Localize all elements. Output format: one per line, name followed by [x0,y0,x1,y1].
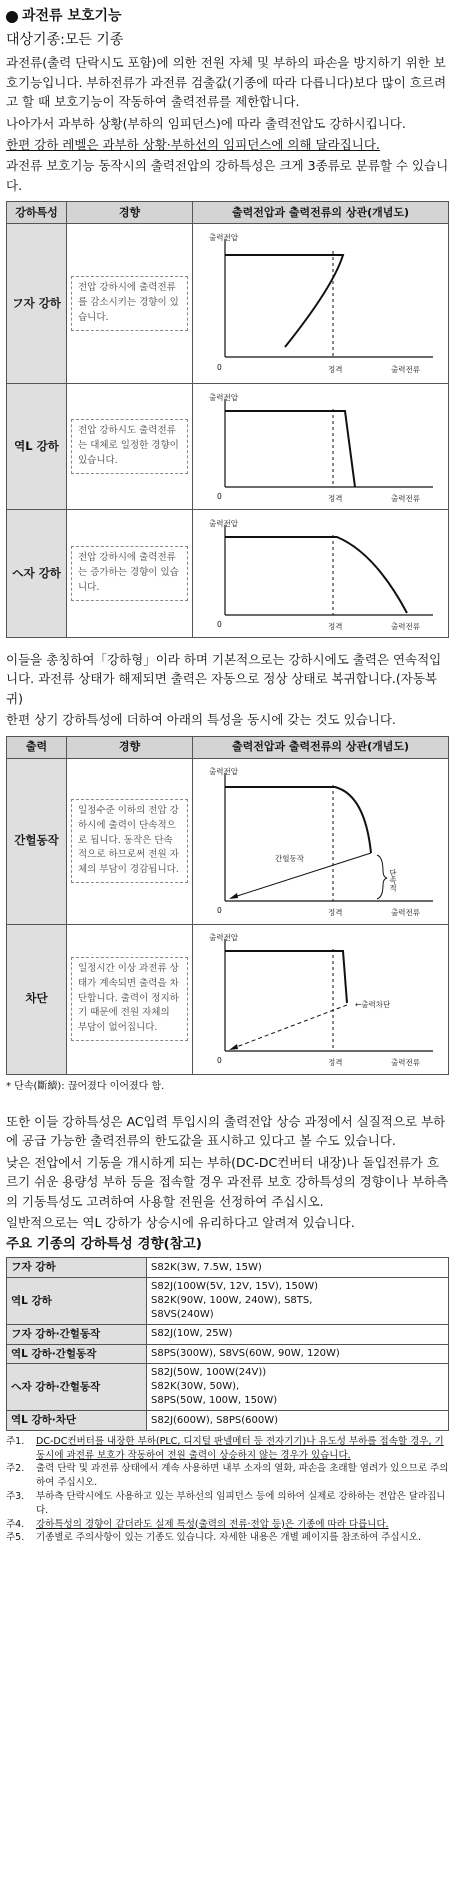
origin-label: 0 [217,362,222,372]
x-axis-label: 출력전류 [391,621,420,631]
cutoff-graph [195,927,445,1071]
model-list: S82K(90W, 100W, 240W), S8TS, [151,1294,313,1306]
table-row [7,758,449,924]
dansok-label: 단속적 [388,869,398,892]
x-axis-label: 출력전류 [391,493,420,503]
origin-label: 0 [217,906,222,915]
footnote-key: 주3. [6,1490,25,1502]
y-axis-label: 출력전압 [209,933,238,942]
row-description: 일정시간 이상 과전류 상태가 계속되면 출력을 차단합니다. 출력이 정지하기 때문에 전원 자체의 부담이 없어집니다. [71,957,188,1041]
rated-label: 정격 [328,621,343,631]
footnote-key: 주5. [6,1532,25,1544]
model-category: 역L 강하 [7,1277,147,1324]
after-paragraph-2: 낮은 전압에서 기동을 개시하게 되는 부하(DC-DC컨버터 내장)나 돌입전류가 흐르기 쉬운 용량성 부하 등을 접속할 경우 과전류 보호 강하특성의 경향이나 부하측의 기동특성도 고려하여 사용할 전원을 선정하여 주십시오. [6,1154,449,1209]
row-name: 차단 [7,924,67,1074]
col-header-graph: 출력전압과 출력전류의 상관(개념도) [193,736,449,758]
footnote-text: 부하측 단락시에도 사용하고 있는 부하선의 임피던스 등에 의하여 실제로 강하하는 전압은 달라집니다. [36,1490,446,1516]
row-name: フ자 강하 [7,224,67,384]
intermittent-graph [195,761,445,921]
model-list: S82K(30W, 50W), [151,1381,240,1393]
additional-characteristics-table [6,736,449,1075]
bullet-icon [6,11,18,23]
row-description: 전압 강하시에 출력전류를 감소시키는 경향이 있습니다. [71,276,188,330]
col-header-trend: 경향 [67,736,193,758]
intermittent-label: 간헐동작 [275,854,304,863]
footnote-item [6,1435,449,1463]
col-header-characteristic: 강하특성 [7,202,67,224]
middle-paragraph-2: 한편 상기 강하특성에 더하여 아래의 특성을 동시에 갖는 것도 있습니다. [6,712,396,728]
table-row [7,384,449,510]
origin-label: 0 [217,619,222,629]
table-row [7,510,449,638]
table-row [7,1324,449,1344]
col-header-trend: 경향 [67,202,193,224]
table-row [7,924,449,1074]
x-axis-label: 출력전류 [391,364,420,374]
footnote-dansok: * 단속(斷續): 끊어졌다 이어졌다 함. [6,1080,165,1092]
models-table [6,1257,449,1431]
model-list: S82J(600W), S8PS(600W) [151,1414,279,1426]
table-header-row [7,736,449,758]
footnote-text: 강하특성의 경향이 같더라도 실제 특성(출력의 전류·전압 등)은 기종에 따라 다릅니다. [36,1518,389,1530]
table-row [7,1277,449,1324]
table-row [7,1258,449,1278]
col-header-graph: 출력전압과 출력전류의 상관(개념도) [193,202,449,224]
table-row [7,1411,449,1431]
rated-label: 정격 [328,493,343,503]
x-axis-label: 출력전류 [391,1058,420,1067]
origin-label: 0 [217,491,222,501]
foldback-graph [195,227,445,381]
footnote-key: 주1. [6,1435,25,1447]
model-list: S82J(50W, 100W(24V)) [151,1367,267,1379]
model-category: へ자 강하·간헐동작 [7,1364,147,1411]
intro-paragraph-2: 나아가서 과부하 상황(부하의 임피던스)에 따라 출력전압도 강하시킵니다. [6,115,406,131]
table-header-row [7,202,449,224]
row-name: へ자 강하 [7,510,67,638]
model-list: S8VS(240W) [151,1308,214,1320]
y-axis-label: 출력전압 [209,767,238,776]
cutoff-label: ←출력차단 [355,1000,391,1009]
after-paragraph-1: 또한 이들 강하특성은 AC입력 투입시의 출력전압 상승 과정에서 실질적으로 부하에 공급 가능한 출력전류의 한도값을 표시하고 있다고 볼 수도 있습니다. [6,1114,446,1149]
footnote-key: 주4. [6,1518,25,1530]
model-category: フ자 강하 [7,1258,147,1278]
models-title: 주요 기종의 강하특성 경향(참고) [6,1236,202,1253]
footnotes [6,1435,449,1545]
intro-paragraph-1: 과전류(출력 단락시도 포함)에 의한 전원 자체 및 부하의 파손을 방지하기 위한 보호기능입니다. 부하전류가 과전류 검출값(기종에 따라 다릅니다)보다 많이 흐르려고 할 때 보호기능이 작동하여 출력전류를 제한합니다. [6,55,447,110]
footnote-text: 출력 단락 및 과전류 상태에서 계속 사용하면 내부 소자의 열화, 파손을 초래할 염려가 있으므로 주의하여 주십시오. [36,1463,449,1489]
y-axis-label: 출력전압 [209,232,238,242]
table-row [7,224,449,384]
footnote-text: DC-DC컨버터를 내장한 부하(PLC, 디지털 판넬메터 등 전자기기)나 유도성 부하를 접속할 경우, 기동시에 과전류 보호가 작동하여 전원 출력이 상승하지 않는 경우가 있습니다. [36,1435,444,1461]
drooping-graph [195,513,445,635]
model-list: S82J(10W, 25W) [151,1328,233,1340]
model-category: 역L 강하·간헐동작 [7,1344,147,1364]
footnote-key: 주2. [6,1463,25,1475]
rated-label: 정격 [328,908,343,917]
footnote-item [6,1490,449,1518]
model-list: S8PS(300W), S8VS(60W, 90W, 120W) [151,1347,340,1359]
row-description: 전압 강하시도 출력전류는 대체로 일정한 경향이 있습니다. [71,419,188,473]
table-row [7,1344,449,1364]
footnote-item [6,1531,449,1545]
row-name: 간헐동작 [7,758,67,924]
rated-label: 정격 [328,1058,343,1067]
footnote-text: 기종별로 주의사항이 있는 기종도 있습니다. 자세한 내용은 개별 페이지를 참조하여 주십시오. [36,1532,421,1544]
intro-paragraph-3: 한편 강하 레벨은 과부하 상황·부하선의 임피던스에 의해 달라집니다. [6,136,380,152]
model-category: 역L 강하·차단 [7,1411,147,1431]
row-description: 전압 강하시에 출력전류는 증가하는 경향이 있습니다. [71,546,188,600]
reverse-l-graph [195,387,445,507]
intro-paragraph-4: 과전류 보호기능 동작시의 출력전압의 강하특성은 크게 3종류로 분류할 수 있습니다. [6,158,449,193]
section-title [6,6,449,28]
drop-characteristics-table [6,201,449,638]
footnote-item [6,1462,449,1490]
footnote-item [6,1518,449,1532]
col-header-output: 출력 [7,736,67,758]
model-category: フ자 강하·간헐동작 [7,1324,147,1344]
row-name: 역L 강하 [7,384,67,510]
rated-label: 정격 [328,364,343,374]
table-row [7,1364,449,1411]
middle-paragraph-1: 이들을 총칭하여「강하형」이라 하며 기본적으로는 강하시에도 출력은 연속적입니다. 과전류 상태가 해제되면 출력은 자동으로 정상 상태로 복귀합니다.(자동복귀) [6,652,442,706]
x-axis-label: 출력전류 [391,908,420,917]
section-title-text: 과전류 보호기능 [22,8,122,24]
model-list: S8PS(50W, 100W, 150W) [151,1395,278,1407]
model-list: S82J(100W(5V, 12V, 15V), 150W) [151,1280,318,1292]
model-list: S82K(3W, 7.5W, 15W) [151,1261,262,1273]
y-axis-label: 출력전압 [209,392,238,402]
row-description: 일정수준 이하의 전압 강하시에 출력이 단속적으로 됩니다. 동작은 단속적으로 하므로써 전원 자체의 부담이 경감됩니다. [71,799,188,883]
after-paragraph-3: 일반적으로는 역L 강하가 상승시에 유리하다고 알려져 있습니다. [6,1214,355,1230]
y-axis-label: 출력전압 [209,518,238,528]
origin-label: 0 [217,1056,222,1065]
target-models: 대상기종:모든 기종 [6,31,124,48]
